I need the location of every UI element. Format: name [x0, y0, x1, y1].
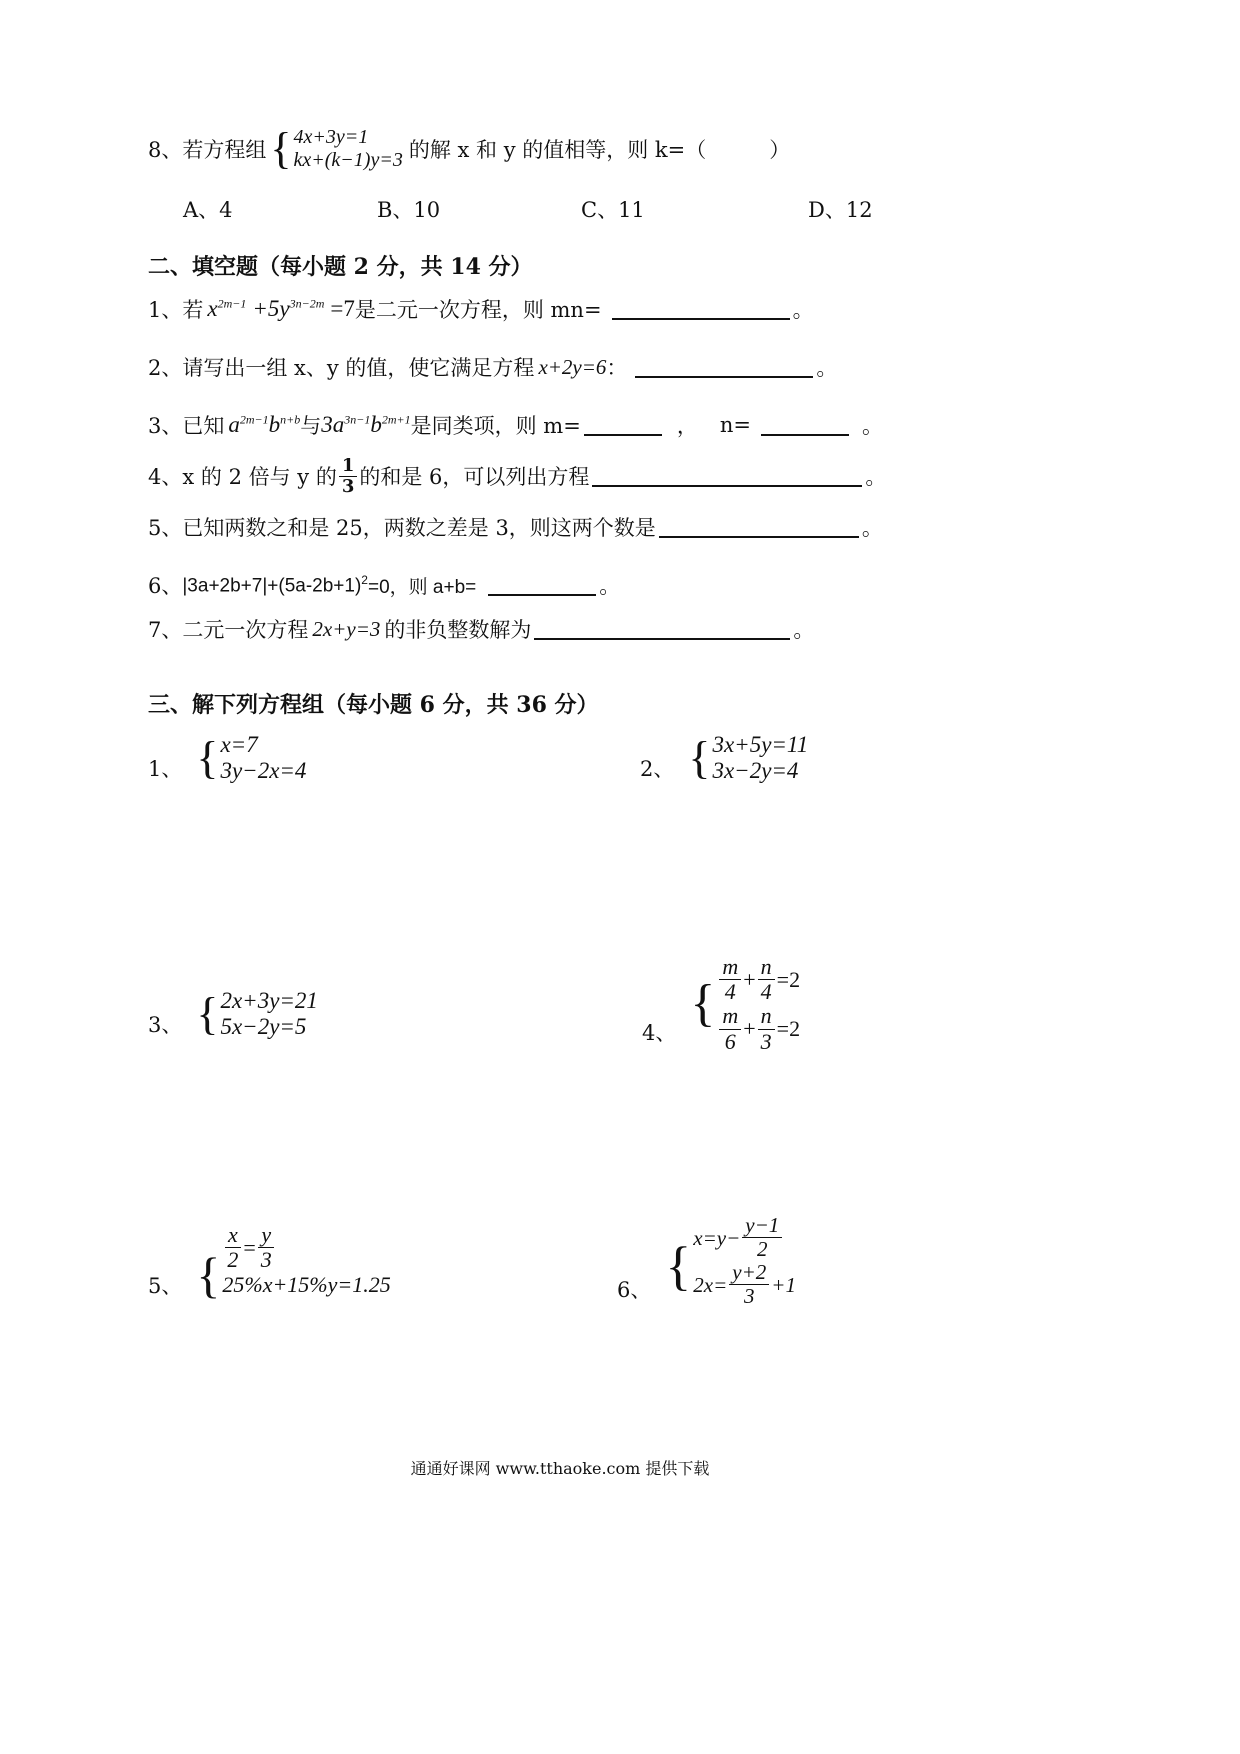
question-text: 是二元一次方程，则 mn= [354, 298, 602, 322]
exponent: 2 [361, 572, 368, 587]
system-brace: { [690, 975, 716, 1033]
answer-blank[interactable] [592, 465, 862, 487]
question-text: 的非负整数解为 [384, 618, 532, 642]
denominator: 3 [760, 1028, 772, 1054]
denominator: 4 [760, 979, 772, 1005]
period: 。 [865, 465, 887, 490]
equals-sign: = [243, 1234, 256, 1260]
math-var: 3a [321, 412, 345, 437]
math-term: |3a+2b+7|+(5a-2b+1) [182, 575, 362, 597]
answer-blank[interactable] [659, 516, 859, 538]
problem-number: 3、 [148, 1013, 183, 1038]
system-brace: { [665, 1236, 692, 1297]
equation-system [220, 988, 317, 1041]
equation-line [717, 955, 800, 1004]
fill-question-2 [148, 352, 837, 382]
equation-line: kx+(k−1)y=3 [293, 149, 403, 171]
equation-line [693, 1214, 796, 1261]
option-b: B、10 [377, 198, 441, 222]
question-text: n= [719, 413, 751, 437]
fraction [758, 1004, 775, 1053]
question-number: 2、 [148, 356, 183, 380]
question-8 [148, 126, 790, 172]
exponent: 2m−1 [239, 412, 269, 427]
question-text: 的和是 6，可以列出方程 [359, 465, 590, 490]
math-term: +5y [252, 296, 290, 321]
math-expression: x+2y=6 [538, 354, 607, 379]
equation-system [712, 732, 808, 785]
question-number: 4、 [148, 465, 183, 490]
equation-line: 3y−2x=4 [220, 758, 307, 784]
math-var: a [228, 412, 240, 437]
system-problem-3 [148, 988, 318, 1041]
fraction [758, 955, 775, 1004]
denominator: 3 [341, 475, 355, 497]
question-text: 与 [300, 414, 322, 438]
problem-number: 5、 [148, 1274, 183, 1298]
equation-line: 3x+5y=11 [712, 732, 809, 757]
period: 。 [599, 574, 621, 598]
math-expression: 2x+y=3 [312, 616, 381, 641]
fill-question-1 [148, 294, 814, 324]
answer-blank[interactable] [488, 574, 596, 596]
fraction [742, 1214, 782, 1261]
system-brace: { [196, 732, 219, 784]
colon: ： [606, 356, 628, 380]
equation-system [717, 955, 800, 1054]
period: 。 [792, 298, 814, 322]
comma: ， [676, 414, 698, 438]
answer-blank-n[interactable] [761, 414, 849, 436]
equation-lhs: x=y− [693, 1225, 741, 1250]
system-brace: { [270, 124, 292, 173]
math-var: b [370, 412, 382, 437]
math-expression [182, 573, 368, 597]
plus-sign: + [743, 967, 756, 993]
question-text: 二元一次方程 [182, 618, 309, 642]
question-text: x 的 2 倍与 y 的 [182, 465, 337, 490]
system-brace: { [688, 732, 711, 784]
math-expression [228, 412, 300, 438]
fraction [224, 1223, 241, 1272]
option-a: A、4 [183, 198, 233, 222]
math-term: =7 [330, 296, 355, 321]
system-brace: { [196, 1247, 221, 1303]
fill-question-5 [148, 512, 883, 542]
equation-lhs: 2x= [693, 1272, 728, 1297]
system-problem-2 [640, 732, 808, 785]
equation-rhs: +1 [771, 1272, 796, 1297]
fill-question-3 [148, 410, 883, 440]
numerator: n [758, 955, 775, 980]
math-expression [207, 296, 354, 322]
plus-sign: + [743, 1016, 756, 1042]
exponent: n+b [280, 412, 301, 427]
fraction [719, 1004, 741, 1053]
answer-blank[interactable] [612, 298, 790, 320]
equation-system [220, 732, 306, 785]
period: 。 [793, 618, 815, 642]
equation-line: 2x+3y=21 [220, 988, 318, 1013]
period: 。 [816, 356, 838, 380]
period: 。 [861, 414, 883, 438]
math-expression [321, 412, 410, 438]
period: 。 [861, 516, 883, 540]
question-suffix: 的解 x 和 y 的值相等，则 k=（ ） [408, 138, 791, 162]
exponent: 2m−1 [217, 296, 247, 311]
equation-line: 25%x+15%y=1.25 [222, 1272, 391, 1298]
equation-system [693, 1214, 796, 1308]
equation-line [693, 1261, 796, 1308]
numerator: y+2 [729, 1261, 769, 1285]
fill-question-7 [148, 614, 814, 644]
equation-system [294, 126, 403, 172]
question-number: 6、 [148, 574, 183, 598]
fraction [719, 955, 741, 1004]
fill-question-4 [148, 456, 886, 497]
fill-question-6 [148, 570, 620, 600]
section-heading: 二、填空题（每小题 2 分，共 14 分） [148, 254, 533, 280]
numerator: x [225, 1223, 241, 1248]
problem-number: 1、 [148, 757, 183, 782]
page-footer: 通通好课网 www.tthaoke.com 提供下载 [410, 1459, 710, 1478]
problem-number: 4、 [642, 1021, 677, 1046]
problem-number: 6、 [617, 1278, 652, 1303]
system-problem-1 [148, 732, 306, 785]
fraction [339, 456, 358, 497]
denominator: 3 [744, 1284, 755, 1309]
question-number: 5、 [148, 516, 183, 540]
answer-blank-m[interactable] [584, 414, 662, 436]
option-d: D、12 [808, 198, 873, 222]
question-text: =0，则 a+b= [367, 576, 477, 598]
numerator: y−1 [742, 1214, 782, 1238]
equation-line: x=7 [220, 732, 258, 757]
problem-number: 2、 [640, 757, 675, 782]
exponent: 2m+1 [381, 412, 411, 427]
system-problem-5 [148, 1220, 391, 1303]
equation-line: 5x−2y=5 [220, 1014, 307, 1040]
numerator: m [719, 1004, 741, 1029]
fraction [729, 1261, 769, 1308]
equation-rhs: =2 [776, 1016, 801, 1042]
question-text: 已知两数之和是 25，两数之差是 3，则这两个数是 [182, 516, 656, 540]
question-number: 1、 [148, 298, 183, 322]
numerator: m [719, 955, 741, 980]
exponent: 3n−2m [289, 296, 325, 311]
question-text: 请写出一组 x、y 的值，使它满足方程 [182, 356, 535, 380]
equation-line: 4x+3y=1 [293, 126, 369, 148]
numerator: n [758, 1004, 775, 1029]
system-brace: { [196, 988, 219, 1040]
exponent: 3n−1 [344, 412, 371, 427]
equation-rhs: =2 [776, 967, 801, 993]
math-var: b [268, 412, 281, 437]
numerator: y [258, 1223, 274, 1248]
system-problem-6 [617, 1214, 796, 1308]
option-c: C、11 [581, 198, 645, 222]
numerator: 1 [339, 456, 358, 477]
question-text: 若 [182, 298, 204, 322]
equation-line: 3x−2y=4 [712, 758, 799, 784]
answer-blank[interactable] [635, 356, 813, 378]
question-text: 是同类项，则 m= [410, 414, 581, 438]
question-prefix: 若方程组 [182, 138, 267, 162]
denominator: 2 [757, 1237, 768, 1262]
denominator: 3 [260, 1246, 272, 1272]
denominator: 2 [227, 1246, 239, 1272]
question-number: 7、 [148, 618, 183, 642]
question-number: 3、 [148, 414, 183, 438]
denominator: 4 [724, 979, 736, 1005]
equation-line [717, 1004, 800, 1053]
denominator: 6 [724, 1028, 736, 1054]
question-text: 已知 [182, 414, 225, 438]
question-number: 8、 [148, 138, 183, 162]
fraction [258, 1223, 275, 1272]
answer-blank[interactable] [534, 618, 790, 640]
section-heading: 三、解下列方程组（每小题 6 分，共 36 分） [148, 692, 599, 718]
math-var: x [207, 296, 218, 321]
system-problem-4 [642, 955, 800, 1054]
equation-system [222, 1223, 390, 1298]
equation-line [222, 1223, 390, 1272]
